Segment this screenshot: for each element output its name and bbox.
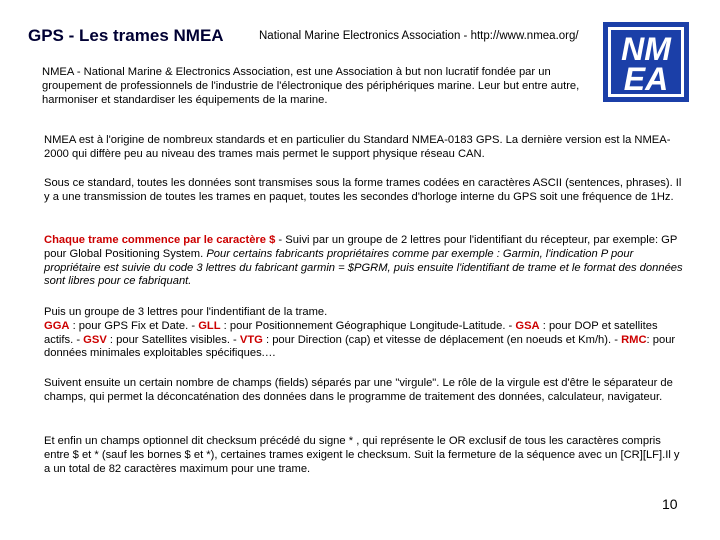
trame-start-italic: Pour certains fabricants propriétaires comme par exemple : Garmin, l'indication P pour propriétaire est suivie du code 3 lettres du fabricant garmin = $PGRM, puis ensuite l'identifiant de trame et le format des données sont libres pour ce fabriquant.	[44, 247, 683, 288]
slide-title: GPS - Les trames NMEA	[28, 26, 224, 45]
code-rmc-desc: : pour données minimales exploitables spécifiques.…	[44, 333, 676, 360]
trame-start-highlight: Chaque trame commence par le caractère $	[44, 234, 276, 246]
code-gga-desc: : pour GPS Fix et Date. -	[69, 319, 199, 332]
svg-text:NM: NM	[621, 31, 671, 67]
paragraph-trame-ids	[44, 306, 684, 361]
trame-ids-intro: Puis un groupe de 3 lettres pour l'indentifiant de la trame.	[44, 306, 328, 318]
code-gsa: GSA	[515, 319, 540, 332]
paragraph-standards: NMEA est à l'origine de nombreux standards et en particulier du Standard NMEA-0183 GPS. La dernière version est la NMEA-2000 qui diffère peu au niveau des trames mais permet le support physique réseau CAN.	[44, 134, 671, 160]
paragraph-trame-start	[44, 234, 684, 289]
code-gga: GGA	[44, 319, 70, 332]
intro-paragraph: NMEA - National Marine & Electronics Association, est une Association à but non lucratif fondée par un groupement de professionnels de l'industrie de l'électronique des périphériques marine. Leur but entre autre, harmoniser et standardiser les équipements de la marine.	[42, 66, 580, 106]
paragraph-transmission: Sous ce standard, toutes les données sont transmises sous la forme trames codées en caractères ASCII (sentences, phrases). Il y a une transmission de toutes les trames en paquet, toutes les secondes d'horloge interne du GPS soit une fréquence de 1Hz.	[44, 177, 682, 203]
paragraph-fields: Suivent ensuite un certain nombre de champs (fields) séparés par une "virgule". Le rôle de la virgule est d'être le séparateur de champs, qui permet la déconcaténation des données dans le programme de traitement des données, calculateur, navigateur.	[44, 377, 673, 403]
code-vtg-desc: : pour Direction (cap) et vitesse de déplacement (en noeuds et Km/h). -	[262, 333, 622, 346]
trame-start-text: - Suivi par un groupe de 2 lettres pour l'identifiant du récepteur, par exemple: GP pour Global Positioning System.	[44, 234, 678, 260]
slide-subtitle: National Marine Electronics Association - http://www.nmea.org/	[259, 30, 579, 42]
nmea-logo	[603, 22, 689, 102]
code-gsv-desc: : pour Satellites visibles. -	[106, 333, 240, 346]
code-gll: GLL	[198, 319, 221, 332]
code-gsa-desc: : pour DOP et satellites actifs. -	[44, 319, 658, 346]
code-rmc: RMC	[621, 333, 647, 346]
paragraph-checksum: Et enfin un champs optionnel dit checksum précédé du signe * , qui représente le OR exclusif de tous les caractères compris entre $ et * (sauf les bornes $ et *), certaines trames exigent le checksum. Suit la fermeture de la séquence avec un [CR][LF].Il y a un total de 82 caractères maximum pour une trame.	[44, 435, 680, 475]
code-gll-desc: : pour Positionnement Géographique Longitude-Latitude. -	[220, 319, 516, 332]
code-gsv: GSV	[83, 333, 107, 346]
page-number: 10	[662, 496, 678, 512]
code-vtg: VTG	[239, 333, 263, 346]
svg-text:EA: EA	[623, 61, 669, 97]
